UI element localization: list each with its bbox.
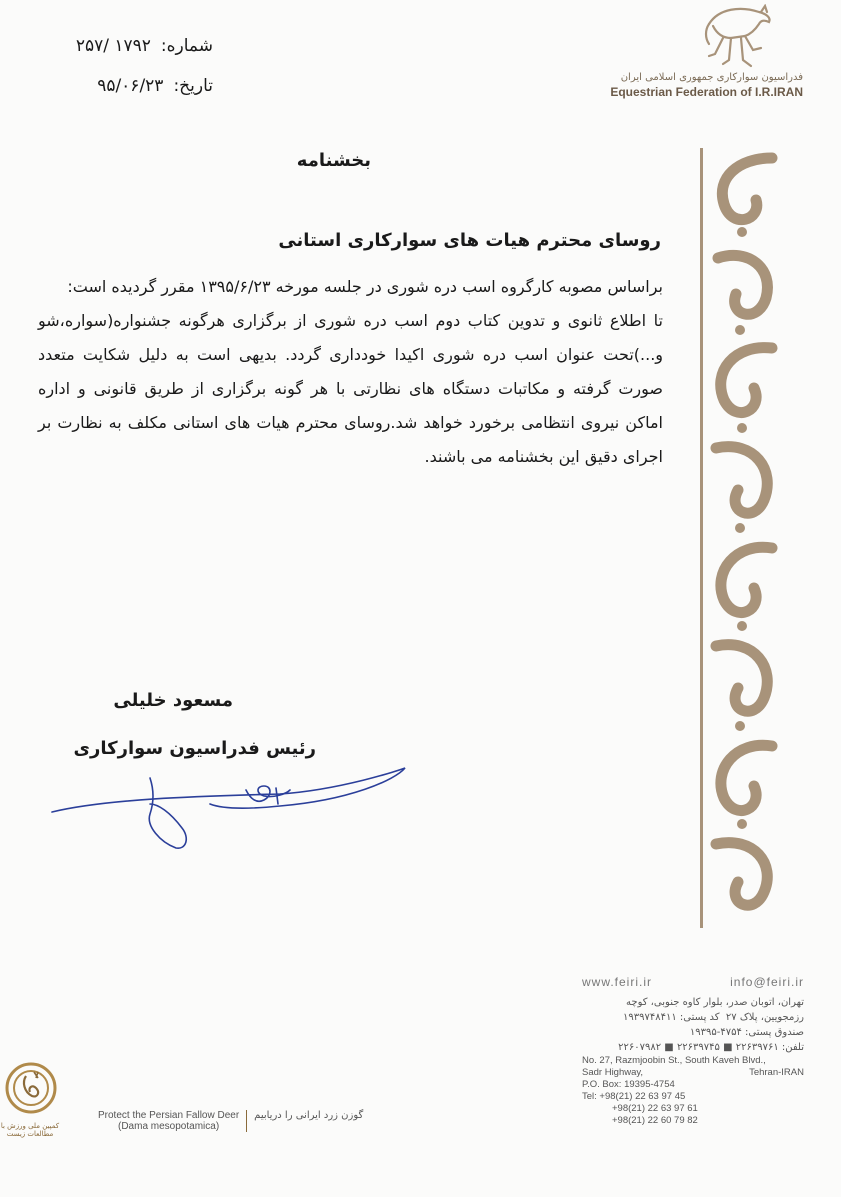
handwritten-signature [50, 760, 420, 855]
federation-logo [593, 4, 803, 99]
letter-title: بخشنامه [296, 150, 371, 171]
letter-number-value: ۱۷۹۲ /۲۵۷ [75, 36, 151, 56]
address-fa-street: رزمجویین، پلاک ۲۷ [725, 1012, 804, 1023]
address-en-line [582, 1067, 804, 1079]
deer-slogan-en: Protect the Persian Fallow Deer [98, 1110, 240, 1121]
decorative-ornament-border [698, 148, 780, 928]
website-link[interactable]: www.feiri.ir [582, 975, 653, 989]
letter-number-label: شماره: [160, 36, 213, 56]
letter-date [97, 76, 213, 96]
deer-logo-caption: کمپین ملی ورزش با مطالعات زیست [0, 1122, 60, 1138]
deer-campaign-logo-icon [4, 1060, 58, 1120]
deer-campaign-text [98, 1110, 363, 1132]
phones-fa: تلفن: ۲۲۶۳۹۷۶۱ ■ ۲۲۶۳۹۷۴۵ ■ ۲۲۶۰۷۹۸۲ [618, 1042, 804, 1053]
letter-date-label: تاریخ: [173, 76, 213, 96]
letter-recipient: روسای محترم هیات های سوارکاری استانی [278, 230, 661, 251]
signer-name: مسعود خلیلی [113, 690, 233, 711]
divider [246, 1110, 247, 1132]
email-link[interactable]: info@feiri.ir [730, 975, 804, 989]
letter-body [38, 270, 663, 474]
postal-code-fa: کد پستی: ۱۹۳۹۷۴۸۴۱۱ [623, 1012, 720, 1023]
po-box-fa: صندوق پستی: ۴۷۵۴-۱۹۳۹۵ [689, 1027, 804, 1038]
contact-info [582, 975, 804, 1127]
address-en-city: Tehran-IRAN [749, 1067, 804, 1078]
letter-number [76, 36, 213, 56]
address-fa-line [582, 1010, 804, 1025]
deer-slogan-fa: گوزن زرد ایرانی را دریابیم [254, 1110, 364, 1121]
letter-date-value: ۹۵/۰۶/۲۳ [97, 76, 164, 96]
body-paragraph: تا اطلاع ثانوی و تدوین کتاب دوم اسب دره شوری از برگزاری هرگونه جشنواره(سواره،شو و...)تحت عنوان اسب دره شوری اکیدا خودداری گردد. بدیهی است به دلیل شکایت متعدد صورت گرفته و مکاتبات دستگاه های نظارتی با هر گونه برگزاری از طریق قانونی و اداره اماکن نیروی انتظامی برخورد خواهد شد.روسای محترم هیات های استانی مکلف به نظارت بر اجرای دقیق این بخشنامه می باشند. [38, 311, 663, 466]
address-en-line: No. 27, Razmjoobin St., South Kaveh Blvd., [582, 1055, 766, 1066]
po-box-en: P.O. Box: 19395-4754 [582, 1079, 675, 1090]
deer-species-en: (Dama mesopotamica) [118, 1121, 220, 1132]
federation-name-fa: فدراسیون سوارکاری جمهوری اسلامی ایران [620, 72, 803, 83]
address-fa-line: تهران، اتوبان صدر، بلوار کاوه جنوبی، کوچه [626, 997, 804, 1008]
phone-line: Tel: +98(21) 22 63 97 45 [582, 1091, 686, 1102]
address-en-highway: Sadr Highway, [582, 1067, 644, 1078]
horse-icon [701, 4, 775, 70]
phone-line: +98(21) 22 63 97 61 [612, 1103, 698, 1114]
signer-title: رئیس فدراسیون سوارکاری [73, 738, 316, 759]
phone-line: +98(21) 22 60 79 82 [612, 1115, 698, 1126]
body-paragraph: براساس مصوبه کارگروه اسب دره شوری در جلسه مورخه ۱۳۹۵/۶/۲۳ مقرر گردیده است: [67, 277, 663, 296]
federation-name-en: Equestrian Federation of I.R.IRAN [610, 85, 803, 99]
